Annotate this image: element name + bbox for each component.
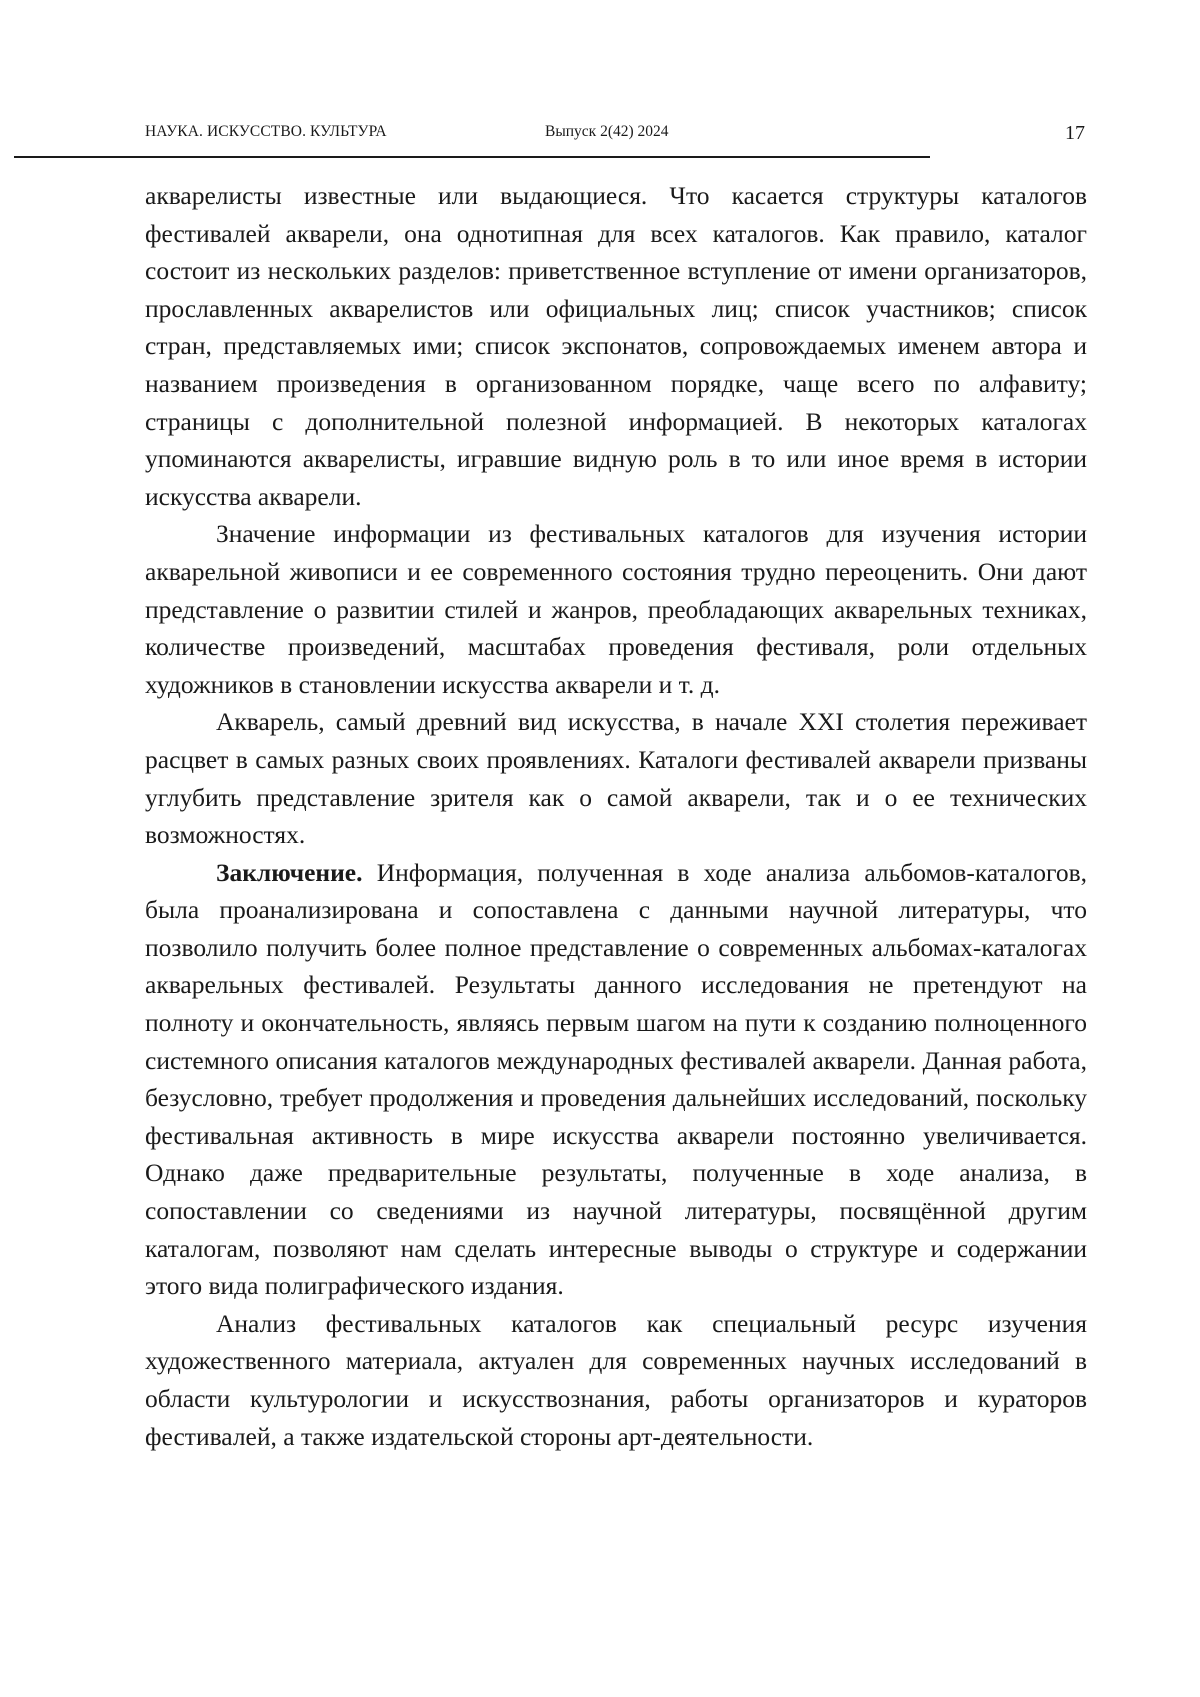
header-rule <box>14 156 930 158</box>
conclusion-heading: Заключение. <box>216 857 363 887</box>
issue-info: Выпуск 2(42) 2024 <box>545 123 669 140</box>
paragraph-text: Значение информации из фестивальных каталогов для изучения истории акварельной живописи и ее современного состояния трудно переоценить. Они дают представление о развитии стилей и жанров, преобладающих акварельных техниках, количестве произведений, масштабах проведения фестиваля, роли отдельных художников в становлении искусства акварели и т. д. <box>145 519 1087 699</box>
running-header <box>145 120 1085 156</box>
paragraph-text: акварелисты известные или выдающиеся. Что касается структуры каталогов фестивалей акварели, она однотипная для всех каталогов. Как правило, каталог состоит из нескольких разделов: приветственное вступление от имени организаторов, прославленных акварелистов или официальных лиц; список участников; список стран, представляемых ими; список экспонатов, сопровождаемых именем автора и названием произведения в организованном порядке, чаще всего по алфавиту; страницы с дополнительной полезной информацией. В некоторых каталогах упоминаются акварелисты, игравшие видную роль в то или иное время в истории искусства акварели. <box>145 181 1087 511</box>
paragraph <box>145 515 1087 703</box>
page-number: 17 <box>1065 122 1085 144</box>
paragraph <box>145 703 1087 853</box>
paragraph-text: Анализ фестивальных каталогов как специальный ресурс изучения художественного материала, актуален для современных научных исследований в области культурологии и искусствознания, работы организаторов и кураторов фестивалей, а также издательской стороны арт-деятельности. <box>145 1308 1087 1451</box>
article-body <box>145 177 1087 1455</box>
paragraph-continuation <box>145 177 1087 515</box>
conclusion-paragraph <box>145 854 1087 1305</box>
paragraph-text: Информация, полученная в ходе анализа альбомов-каталогов, была проанализирована и сопоставлена с данными научной литературы, что позволило получить более полное представление о современных альбомах-каталогах акварельных фестивалей. Результаты данного исследования не претендуют на полноту и окончательность, являясь первым шагом на пути к созданию полноценного системного описания каталогов международных фестивалей акварели. Данная работа, безусловно, требует продолжения и проведения дальнейших исследований, поскольку фестивальная активность в мире искусства акварели постоянно увеличивается. Однако даже предварительные результаты, полученные в ходе анализа, в сопоставлении со сведениями из научной литературы, посвящённой другим каталогам, позволяют нам сделать интересные выводы о структуре и содержании этого вида полиграфического издания. <box>145 857 1088 1301</box>
journal-title: НАУКА. ИСКУССТВО. КУЛЬТУРА <box>145 123 387 140</box>
paragraph <box>145 1305 1087 1455</box>
paragraph-text: Акварель, самый древний вид искусства, в начале XXI столетия переживает расцвет в самых разных своих проявлениях. Каталоги фестивалей акварели призваны углубить представление зрителя как о самой акварели, так и о ее технических возможностях. <box>145 707 1087 850</box>
